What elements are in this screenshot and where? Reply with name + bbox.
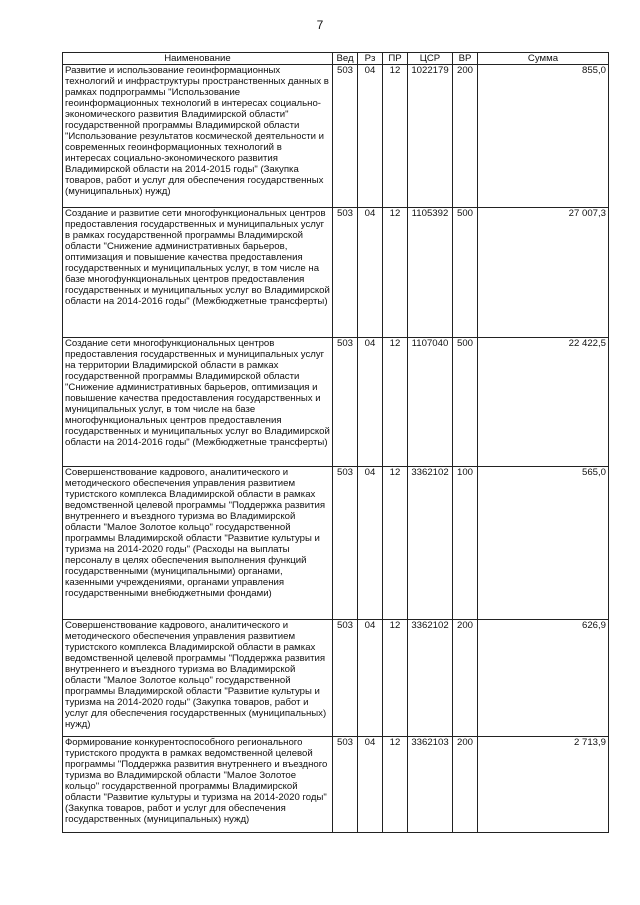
table-row [63, 338, 609, 467]
row-rz: 04 [358, 737, 383, 833]
row-ved: 503 [333, 467, 358, 620]
header-ved: Вед [333, 53, 358, 65]
row-sum: 565,0 [478, 467, 609, 620]
row-vr: 200 [453, 620, 478, 737]
header-csr: ЦСР [408, 53, 453, 65]
row-ved: 503 [333, 208, 358, 338]
row-rz: 04 [358, 338, 383, 467]
row-name: Создание и развитие сети многофункциональных центров предоставления государственных и муниципальных услуг в рамках государственной программы Владимирской области "Снижение административных барьеров, оптимизация и повышение качества предоставления государственных и муниципальных услуг, в том числе на базе многофункциональных центров предоставления государственных и муниципальных услуг во Владимирской области на 2014-2016 годы" (Межбюджетные трансферты) [63, 208, 333, 338]
row-ved: 503 [333, 65, 358, 208]
row-name: Формирование конкурентоспособного регионального туристского продукта в рамках ведомственной целевой программы "Поддержка развития внутреннего и въездного туризма во Владимирской области "Малое Золотое кольцо" государственной программы Владимирской области "Развитие культуры и туризма на 2014-2020 годы" (Закупка товаров, работ и услуг для обеспечения государственных (муниципальных) нужд) [63, 737, 333, 833]
row-csr: 3362102 [408, 620, 453, 737]
budget-table [62, 52, 609, 833]
row-rz: 04 [358, 208, 383, 338]
row-ved: 503 [333, 737, 358, 833]
row-pr: 12 [383, 208, 408, 338]
row-ved: 503 [333, 338, 358, 467]
row-name: Совершенствование кадрового, аналитического и методического обеспечения управления развитием туристского комплекса Владимирской области в рамках ведомственной целевой программы "Поддержка развития внутреннего и въездного туризма во Владимирской области "Малое Золотое кольцо" государственной программы Владимирской области "Развитие культуры и туризма на 2014-2020 годы" (Расходы на выплаты персоналу в целях обеспечения выполнения функций государственными (муниципальными) органами, казенными учреждениями, органами управления государственными внебюджетными фондами) [63, 467, 333, 620]
header-vr: ВР [453, 53, 478, 65]
header-name: Наименование [63, 53, 333, 65]
row-csr: 1105392 [408, 208, 453, 338]
row-vr: 500 [453, 208, 478, 338]
row-sum: 27 007,3 [478, 208, 609, 338]
row-pr: 12 [383, 65, 408, 208]
header-sum: Сумма [478, 53, 609, 65]
row-sum: 22 422,5 [478, 338, 609, 467]
table-row [63, 737, 609, 833]
table-header-row [63, 53, 609, 65]
row-name: Развитие и использование геоинформационных технологий и инфраструктуры пространственных данных в рамках подпрограммы "Использование геоинформационных технологий в интересах социально-экономического развития Владимирской области" государственной программы Владимирской области "Использование результатов космической деятельности и современных геоинформационных технологий в интересах социально-экономического развития Владимирской области на 2014-2015 годы" (Закупка товаров, работ и услуг для обеспечения государственных (муниципальных) нужд) [63, 65, 333, 208]
row-sum: 2 713,9 [478, 737, 609, 833]
row-csr: 3362103 [408, 737, 453, 833]
row-sum: 855,0 [478, 65, 609, 208]
row-pr: 12 [383, 737, 408, 833]
row-pr: 12 [383, 467, 408, 620]
row-pr: 12 [383, 338, 408, 467]
row-sum: 626,9 [478, 620, 609, 737]
header-rz: Рз [358, 53, 383, 65]
row-ved: 503 [333, 620, 358, 737]
row-vr: 100 [453, 467, 478, 620]
row-name: Совершенствование кадрового, аналитического и методического обеспечения управления развитием туристского комплекса Владимирской области в рамках ведомственной целевой программы "Поддержка развития внутреннего и въездного туризма во Владимирской области "Малое Золотое кольцо" государственной программы Владимирской области "Развитие культуры и туризма на 2014-2020 годы" (Закупка товаров, работ и услуг для обеспечения государственных (муниципальных) нужд) [63, 620, 333, 737]
row-csr: 3362102 [408, 467, 453, 620]
header-pr: ПР [383, 53, 408, 65]
table-row [63, 65, 609, 208]
row-csr: 1107040 [408, 338, 453, 467]
row-csr: 1022179 [408, 65, 453, 208]
row-vr: 200 [453, 737, 478, 833]
table-row [63, 467, 609, 620]
table-row [63, 208, 609, 338]
table-row [63, 620, 609, 737]
row-rz: 04 [358, 467, 383, 620]
row-name: Создание сети многофункциональных центров предоставления государственных и муниципальных услуг на территории Владимирской области в рамках государственной программы Владимирской области "Снижение административных барьеров, оптимизация и повышение качества предоставления государственных и муниципальных услуг, в том числе на базе многофункциональных центров предоставления государственных и муниципальных услуг во Владимирской области на 2014-2016 годы" (Межбюджетные трансферты) [63, 338, 333, 467]
row-rz: 04 [358, 620, 383, 737]
row-vr: 200 [453, 65, 478, 208]
row-pr: 12 [383, 620, 408, 737]
row-vr: 500 [453, 338, 478, 467]
row-rz: 04 [358, 65, 383, 208]
page-number: 7 [316, 18, 324, 32]
